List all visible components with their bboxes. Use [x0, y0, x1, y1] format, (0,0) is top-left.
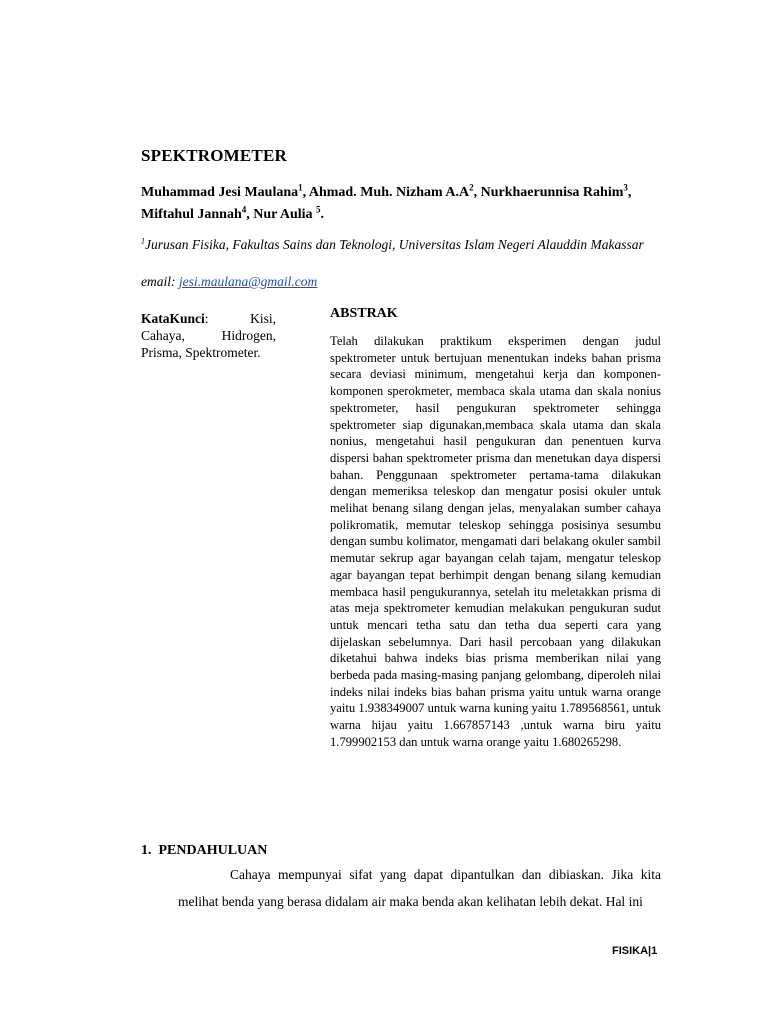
introduction-text: Cahaya mempunyai sifat yang dapat dipantulkan dan dibiaskan. Jika kita melihat benda yang berasa didalam air maka benda akan kelihatan lebih dekat. Hal ini [178, 867, 661, 909]
author-affiliation-marker: 1 [298, 182, 303, 193]
keywords-text: : Kisi, Cahaya, Hidrogen, Prisma, Spektrometer. [141, 311, 276, 360]
keywords-label: KataKunci [141, 311, 205, 326]
author-list [141, 182, 661, 226]
abstract-body: Telah dilakukan praktikum eksperimen dengan judul spektrometer untuk bertujuan menentukan indeks bahan prisma secara deviasi minimum, mengetahui kerja dan komponen-komponen sperokmeter, membaca skala utama dan skala nonius spektrometer, hasil pengukuran spektrometer sehingga spektrometer siap digunakan,membaca skala utama dan skala nonius, mengetahui hasil pengukuran dan penentuen kurva dispersi bahan spektrometer prisma dan menetukan daya dispersi bahan. Penggunaan spektrometer pertama-tama dilakukan dengan memeriksa teleskop dan mengatur posisi okuler untuk melihat benang silang dengan jelas, menyalakan sumber cahaya polikromatik, memutar teleskop sehingga posisinya sesumbu dengan sumbu kolimator, mengamati dari belakang okuler sambil memutar sekrup agar bayangan celah tajam, mengatur teleskop agar bayangan tepat berhimpit dengan benang silang kemudian membaca hasil pengukurannya, setelah itu meletakkan prisma di atas meja spektrometer kemudian melakukan pengukuran sudut untuk mencari tetha satu dan tetha dua seperti cara yang dijelaskan sebelumnya. Dari hasil percobaan yang dilakukan diketahui bahwa indeks bias prisma memberikan nilai yang berbeda pada masing-masing panjang gelombang, diperoleh nilai indeks nilai indeks bias bahan prisma yaitu untuk warna orange yaitu 1.938349007 untuk warna kuning yaitu 1.789568561, untuk warna hijau yaitu 1.667857143 ,untuk warna biru yaitu 1.799902153 dan untuk warna orange yaitu 1.680265298. [330, 334, 661, 749]
page-footer: FISIKA|1 [612, 945, 658, 957]
author-name: Nurkhaerunnisa Rahim [480, 185, 624, 200]
author-name: Muhammad Jesi Maulana [141, 185, 299, 200]
email-line [141, 274, 317, 290]
author-affiliation-marker: 3 [623, 182, 628, 193]
introduction-paragraph [178, 861, 661, 915]
author-separator: , [473, 185, 481, 200]
keywords [141, 310, 276, 361]
section-number: 1. [141, 843, 152, 858]
author-affiliation-marker: 4 [241, 204, 247, 215]
author-affiliation-marker: 2 [469, 182, 474, 193]
abstract-heading: ABSTRAK [330, 306, 398, 321]
author-separator: , [302, 185, 309, 200]
email-label: email: [141, 274, 179, 289]
author-separator: , [627, 185, 632, 200]
author-name: Miftahul Jannah [141, 207, 242, 222]
email-link[interactable]: jesi.maulana@gmail.com [178, 274, 318, 289]
author-separator: , [246, 207, 254, 222]
author-name: Nur Aulia [253, 207, 317, 222]
author-separator: . [320, 207, 325, 222]
author-name: Ahmad. Muh. Nizham A.A [308, 185, 470, 200]
affiliation-text: Jurusan Fisika, Fakultas Sains dan Teknologi, Universitas Islam Negeri Alauddin Makassar [145, 237, 644, 252]
affiliation [141, 236, 661, 253]
affiliation-marker: 1 [141, 236, 145, 246]
paper-title: SPEKTROMETER [141, 146, 287, 165]
section-title: PENDAHULUAN [158, 843, 268, 858]
section-heading [141, 843, 267, 859]
author-affiliation-marker: 5 [316, 204, 321, 215]
